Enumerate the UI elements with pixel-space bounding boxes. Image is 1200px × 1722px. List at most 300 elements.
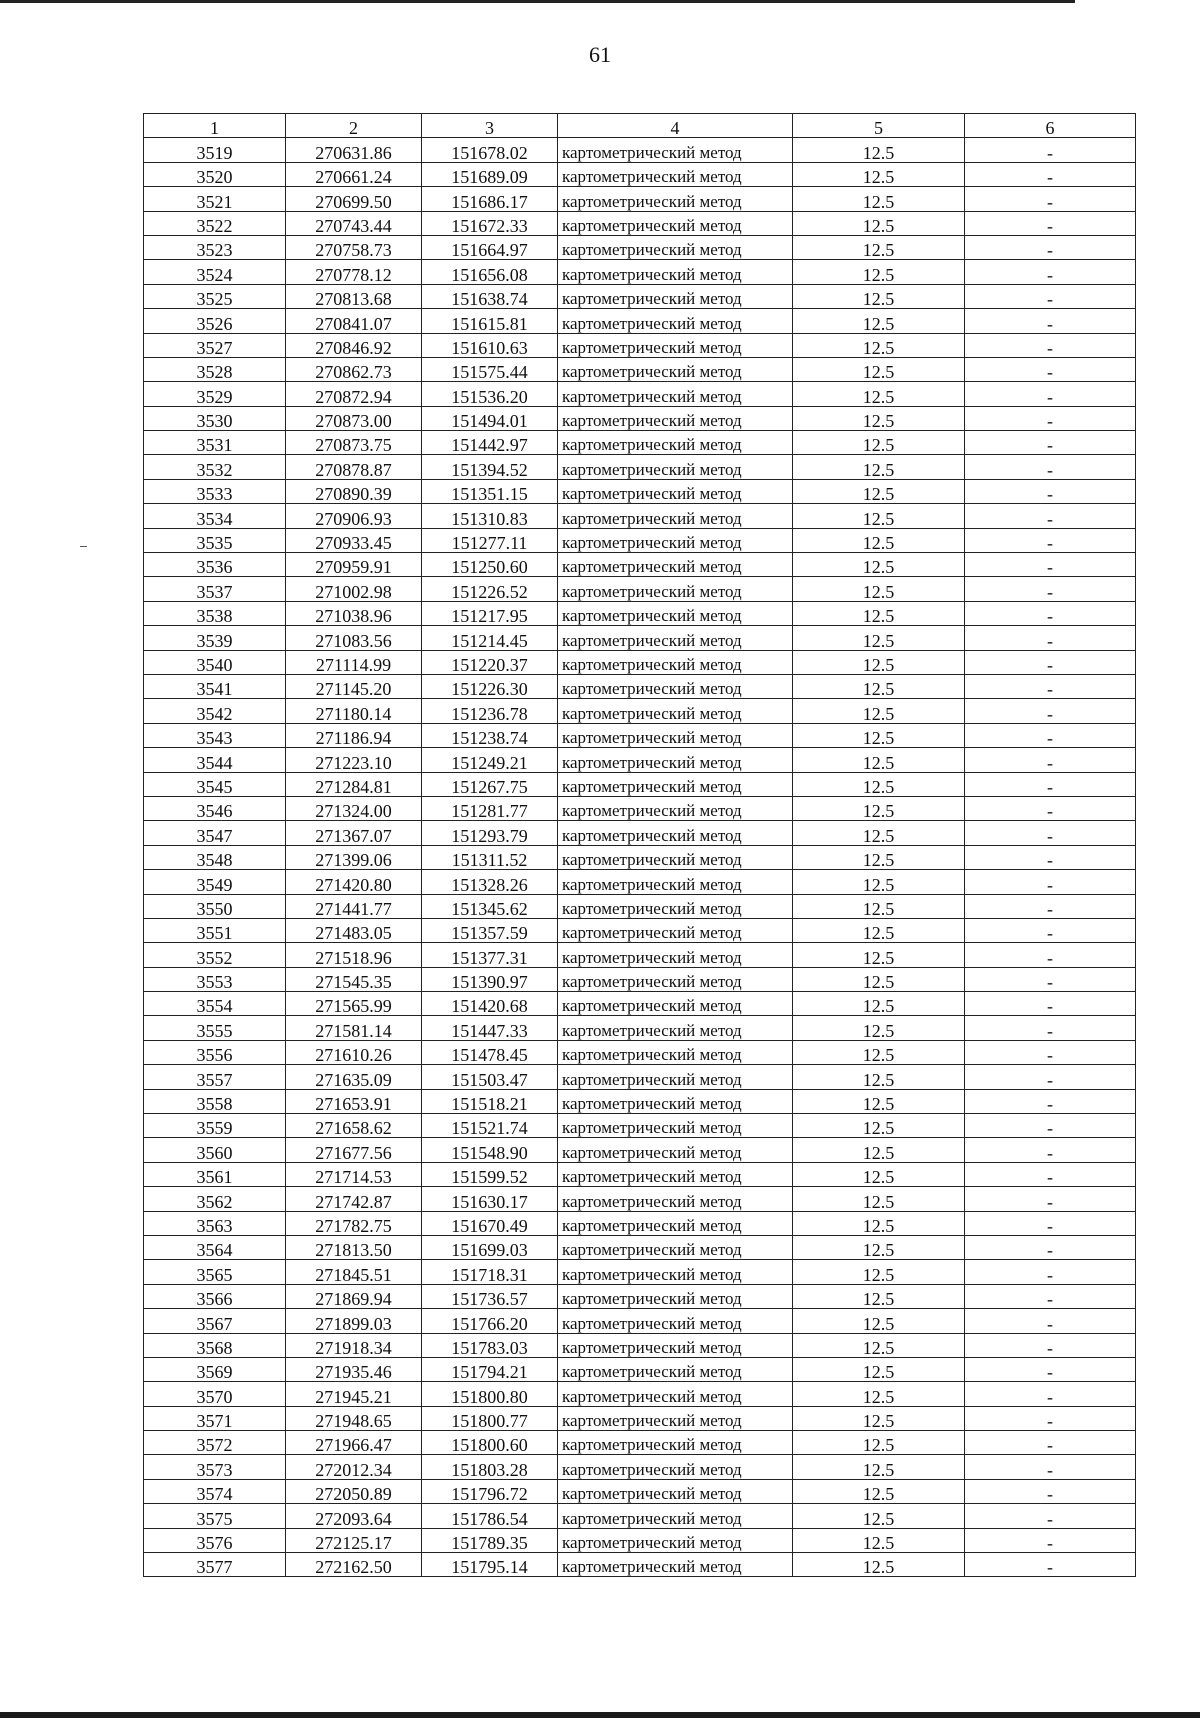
note-cell: - xyxy=(965,260,1136,284)
point-number-cell: 3562 xyxy=(144,1187,286,1211)
note-cell: - xyxy=(965,553,1136,577)
coordinates-table xyxy=(143,113,1136,1577)
table-row xyxy=(144,1479,1136,1503)
x-coordinate-cell: 272012.34 xyxy=(286,1455,422,1479)
x-coordinate-cell: 271742.87 xyxy=(286,1187,422,1211)
table-row xyxy=(144,772,1136,796)
accuracy-cell: 12.5 xyxy=(793,1235,965,1259)
x-coordinate-cell: 271145.20 xyxy=(286,674,422,698)
note-cell: - xyxy=(965,455,1136,479)
accuracy-cell: 12.5 xyxy=(793,1114,965,1138)
y-coordinate-cell: 151766.20 xyxy=(422,1309,558,1333)
x-coordinate-cell: 270959.91 xyxy=(286,553,422,577)
y-coordinate-cell: 151238.74 xyxy=(422,723,558,747)
x-coordinate-cell: 271918.34 xyxy=(286,1333,422,1357)
x-coordinate-cell: 270699.50 xyxy=(286,187,422,211)
accuracy-cell: 12.5 xyxy=(793,1309,965,1333)
y-coordinate-cell: 151311.52 xyxy=(422,845,558,869)
note-cell: - xyxy=(965,1431,1136,1455)
y-coordinate-cell: 151293.79 xyxy=(422,821,558,845)
table-row xyxy=(144,577,1136,601)
method-cell: картометрический метод xyxy=(558,1309,793,1333)
method-cell: картометрический метод xyxy=(558,1040,793,1064)
method-cell: картометрический метод xyxy=(558,553,793,577)
point-number-cell: 3526 xyxy=(144,309,286,333)
note-cell: - xyxy=(965,1284,1136,1308)
note-cell: - xyxy=(965,1065,1136,1089)
method-cell: картометрический метод xyxy=(558,1162,793,1186)
note-cell: - xyxy=(965,894,1136,918)
y-coordinate-cell: 151638.74 xyxy=(422,284,558,308)
x-coordinate-cell: 270873.00 xyxy=(286,406,422,430)
accuracy-cell: 12.5 xyxy=(793,479,965,503)
accuracy-cell: 12.5 xyxy=(793,138,965,162)
y-coordinate-cell: 151796.72 xyxy=(422,1479,558,1503)
note-cell: - xyxy=(965,943,1136,967)
x-coordinate-cell: 271367.07 xyxy=(286,821,422,845)
point-number-cell: 3565 xyxy=(144,1260,286,1284)
method-cell: картометрический метод xyxy=(558,577,793,601)
point-number-cell: 3569 xyxy=(144,1357,286,1381)
note-cell: - xyxy=(965,431,1136,455)
method-cell: картометрический метод xyxy=(558,796,793,820)
y-coordinate-cell: 151656.08 xyxy=(422,260,558,284)
point-number-cell: 3567 xyxy=(144,1309,286,1333)
note-cell: - xyxy=(965,723,1136,747)
accuracy-cell: 12.5 xyxy=(793,1016,965,1040)
note-cell: - xyxy=(965,1016,1136,1040)
x-coordinate-cell: 270878.87 xyxy=(286,455,422,479)
point-number-cell: 3557 xyxy=(144,1065,286,1089)
accuracy-cell: 12.5 xyxy=(793,1382,965,1406)
y-coordinate-cell: 151800.80 xyxy=(422,1382,558,1406)
accuracy-cell: 12.5 xyxy=(793,1357,965,1381)
column-header: 2 xyxy=(286,114,422,138)
point-number-cell: 3546 xyxy=(144,796,286,820)
method-cell: картометрический метод xyxy=(558,943,793,967)
y-coordinate-cell: 151800.77 xyxy=(422,1406,558,1430)
y-coordinate-cell: 151672.33 xyxy=(422,211,558,235)
point-number-cell: 3543 xyxy=(144,723,286,747)
point-number-cell: 3550 xyxy=(144,894,286,918)
method-cell: картометрический метод xyxy=(558,1284,793,1308)
point-number-cell: 3571 xyxy=(144,1406,286,1430)
point-number-cell: 3575 xyxy=(144,1504,286,1528)
note-cell: - xyxy=(965,1211,1136,1235)
x-coordinate-cell: 271324.00 xyxy=(286,796,422,820)
note-cell: - xyxy=(965,1479,1136,1503)
point-number-cell: 3559 xyxy=(144,1114,286,1138)
column-header: 5 xyxy=(793,114,965,138)
method-cell: картометрический метод xyxy=(558,723,793,747)
table-row xyxy=(144,1553,1136,1577)
accuracy-cell: 12.5 xyxy=(793,309,965,333)
point-number-cell: 3524 xyxy=(144,260,286,284)
note-cell: - xyxy=(965,504,1136,528)
table-row xyxy=(144,1235,1136,1259)
note-cell: - xyxy=(965,1333,1136,1357)
accuracy-cell: 12.5 xyxy=(793,626,965,650)
table-row xyxy=(144,1187,1136,1211)
method-cell: картометрический метод xyxy=(558,406,793,430)
table-row xyxy=(144,674,1136,698)
accuracy-cell: 12.5 xyxy=(793,1065,965,1089)
point-number-cell: 3528 xyxy=(144,357,286,381)
margin-mark xyxy=(80,546,87,547)
accuracy-cell: 12.5 xyxy=(793,1431,965,1455)
method-cell: картометрический метод xyxy=(558,1235,793,1259)
note-cell: - xyxy=(965,1162,1136,1186)
y-coordinate-cell: 151226.52 xyxy=(422,577,558,601)
accuracy-cell: 12.5 xyxy=(793,1260,965,1284)
y-coordinate-cell: 151795.14 xyxy=(422,1553,558,1577)
y-coordinate-cell: 151442.97 xyxy=(422,431,558,455)
accuracy-cell: 12.5 xyxy=(793,601,965,625)
x-coordinate-cell: 271635.09 xyxy=(286,1065,422,1089)
accuracy-cell: 12.5 xyxy=(793,674,965,698)
table-row xyxy=(144,528,1136,552)
point-number-cell: 3554 xyxy=(144,992,286,1016)
method-cell: картометрический метод xyxy=(558,479,793,503)
accuracy-cell: 12.5 xyxy=(793,187,965,211)
point-number-cell: 3564 xyxy=(144,1235,286,1259)
point-number-cell: 3532 xyxy=(144,455,286,479)
y-coordinate-cell: 151786.54 xyxy=(422,1504,558,1528)
table-row xyxy=(144,1065,1136,1089)
accuracy-cell: 12.5 xyxy=(793,1211,965,1235)
x-coordinate-cell: 271223.10 xyxy=(286,748,422,772)
table-row xyxy=(144,870,1136,894)
x-coordinate-cell: 271966.47 xyxy=(286,1431,422,1455)
table-row xyxy=(144,260,1136,284)
table-row xyxy=(144,1114,1136,1138)
method-cell: картометрический метод xyxy=(558,626,793,650)
point-number-cell: 3541 xyxy=(144,674,286,698)
x-coordinate-cell: 271284.81 xyxy=(286,772,422,796)
y-coordinate-cell: 151351.15 xyxy=(422,479,558,503)
note-cell: - xyxy=(965,1114,1136,1138)
accuracy-cell: 12.5 xyxy=(793,845,965,869)
table-row xyxy=(144,431,1136,455)
accuracy-cell: 12.5 xyxy=(793,821,965,845)
note-cell: - xyxy=(965,382,1136,406)
point-number-cell: 3566 xyxy=(144,1284,286,1308)
x-coordinate-cell: 270813.68 xyxy=(286,284,422,308)
method-cell: картометрический метод xyxy=(558,162,793,186)
y-coordinate-cell: 151518.21 xyxy=(422,1089,558,1113)
method-cell: картометрический метод xyxy=(558,309,793,333)
table-row xyxy=(144,479,1136,503)
y-coordinate-cell: 151249.21 xyxy=(422,748,558,772)
note-cell: - xyxy=(965,1553,1136,1577)
bottom-border-line xyxy=(0,1712,1200,1718)
y-coordinate-cell: 151250.60 xyxy=(422,553,558,577)
x-coordinate-cell: 270841.07 xyxy=(286,309,422,333)
column-header: 3 xyxy=(422,114,558,138)
column-header: 1 xyxy=(144,114,286,138)
point-number-cell: 3570 xyxy=(144,1382,286,1406)
y-coordinate-cell: 151328.26 xyxy=(422,870,558,894)
x-coordinate-cell: 271565.99 xyxy=(286,992,422,1016)
y-coordinate-cell: 151630.17 xyxy=(422,1187,558,1211)
note-cell: - xyxy=(965,1235,1136,1259)
x-coordinate-cell: 271083.56 xyxy=(286,626,422,650)
table-row xyxy=(144,796,1136,820)
accuracy-cell: 12.5 xyxy=(793,650,965,674)
table-row xyxy=(144,553,1136,577)
point-number-cell: 3547 xyxy=(144,821,286,845)
note-cell: - xyxy=(965,1309,1136,1333)
table-row xyxy=(144,1333,1136,1357)
point-number-cell: 3545 xyxy=(144,772,286,796)
method-cell: картометрический метод xyxy=(558,772,793,796)
x-coordinate-cell: 272093.64 xyxy=(286,1504,422,1528)
x-coordinate-cell: 271186.94 xyxy=(286,723,422,747)
x-coordinate-cell: 270631.86 xyxy=(286,138,422,162)
method-cell: картометрический метод xyxy=(558,1065,793,1089)
accuracy-cell: 12.5 xyxy=(793,431,965,455)
table-row xyxy=(144,967,1136,991)
note-cell: - xyxy=(965,1138,1136,1162)
accuracy-cell: 12.5 xyxy=(793,1406,965,1430)
y-coordinate-cell: 151689.09 xyxy=(422,162,558,186)
x-coordinate-cell: 271581.14 xyxy=(286,1016,422,1040)
method-cell: картометрический метод xyxy=(558,601,793,625)
accuracy-cell: 12.5 xyxy=(793,1333,965,1357)
point-number-cell: 3523 xyxy=(144,235,286,259)
note-cell: - xyxy=(965,1357,1136,1381)
y-coordinate-cell: 151664.97 xyxy=(422,235,558,259)
accuracy-cell: 12.5 xyxy=(793,357,965,381)
method-cell: картометрический метод xyxy=(558,918,793,942)
note-cell: - xyxy=(965,577,1136,601)
x-coordinate-cell: 270661.24 xyxy=(286,162,422,186)
note-cell: - xyxy=(965,309,1136,333)
note-cell: - xyxy=(965,870,1136,894)
y-coordinate-cell: 151536.20 xyxy=(422,382,558,406)
note-cell: - xyxy=(965,528,1136,552)
x-coordinate-cell: 271948.65 xyxy=(286,1406,422,1430)
note-cell: - xyxy=(965,1504,1136,1528)
y-coordinate-cell: 151678.02 xyxy=(422,138,558,162)
point-number-cell: 3531 xyxy=(144,431,286,455)
point-number-cell: 3535 xyxy=(144,528,286,552)
note-cell: - xyxy=(965,235,1136,259)
x-coordinate-cell: 271002.98 xyxy=(286,577,422,601)
x-coordinate-cell: 271441.77 xyxy=(286,894,422,918)
x-coordinate-cell: 271610.26 xyxy=(286,1040,422,1064)
note-cell: - xyxy=(965,650,1136,674)
point-number-cell: 3577 xyxy=(144,1553,286,1577)
note-cell: - xyxy=(965,284,1136,308)
method-cell: картометрический метод xyxy=(558,674,793,698)
note-cell: - xyxy=(965,992,1136,1016)
x-coordinate-cell: 271658.62 xyxy=(286,1114,422,1138)
note-cell: - xyxy=(965,211,1136,235)
y-coordinate-cell: 151670.49 xyxy=(422,1211,558,1235)
x-coordinate-cell: 271399.06 xyxy=(286,845,422,869)
y-coordinate-cell: 151390.97 xyxy=(422,967,558,991)
method-cell: картометрический метод xyxy=(558,845,793,869)
point-number-cell: 3556 xyxy=(144,1040,286,1064)
method-cell: картометрический метод xyxy=(558,357,793,381)
point-number-cell: 3542 xyxy=(144,699,286,723)
table-row xyxy=(144,1406,1136,1430)
y-coordinate-cell: 151794.21 xyxy=(422,1357,558,1381)
note-cell: - xyxy=(965,1260,1136,1284)
method-cell: картометрический метод xyxy=(558,1382,793,1406)
y-coordinate-cell: 151420.68 xyxy=(422,992,558,1016)
point-number-cell: 3572 xyxy=(144,1431,286,1455)
x-coordinate-cell: 271714.53 xyxy=(286,1162,422,1186)
accuracy-cell: 12.5 xyxy=(793,504,965,528)
x-coordinate-cell: 271653.91 xyxy=(286,1089,422,1113)
x-coordinate-cell: 271869.94 xyxy=(286,1284,422,1308)
method-cell: картометрический метод xyxy=(558,1333,793,1357)
table-row xyxy=(144,357,1136,381)
y-coordinate-cell: 151575.44 xyxy=(422,357,558,381)
table-row xyxy=(144,601,1136,625)
accuracy-cell: 12.5 xyxy=(793,553,965,577)
y-coordinate-cell: 151345.62 xyxy=(422,894,558,918)
table-row xyxy=(144,1089,1136,1113)
y-coordinate-cell: 151803.28 xyxy=(422,1455,558,1479)
note-cell: - xyxy=(965,1406,1136,1430)
note-cell: - xyxy=(965,967,1136,991)
x-coordinate-cell: 270862.73 xyxy=(286,357,422,381)
method-cell: картометрический метод xyxy=(558,1114,793,1138)
table-header-row xyxy=(144,114,1136,138)
accuracy-cell: 12.5 xyxy=(793,1528,965,1552)
note-cell: - xyxy=(965,1528,1136,1552)
point-number-cell: 3573 xyxy=(144,1455,286,1479)
page-number: 61 xyxy=(589,42,611,67)
x-coordinate-cell: 271782.75 xyxy=(286,1211,422,1235)
point-number-cell: 3555 xyxy=(144,1016,286,1040)
x-coordinate-cell: 270778.12 xyxy=(286,260,422,284)
y-coordinate-cell: 151599.52 xyxy=(422,1162,558,1186)
y-coordinate-cell: 151214.45 xyxy=(422,626,558,650)
x-coordinate-cell: 271114.99 xyxy=(286,650,422,674)
y-coordinate-cell: 151800.60 xyxy=(422,1431,558,1455)
method-cell: картометрический метод xyxy=(558,455,793,479)
point-number-cell: 3519 xyxy=(144,138,286,162)
x-coordinate-cell: 272050.89 xyxy=(286,1479,422,1503)
column-header: 6 xyxy=(965,114,1136,138)
x-coordinate-cell: 271935.46 xyxy=(286,1357,422,1381)
accuracy-cell: 12.5 xyxy=(793,870,965,894)
table-row xyxy=(144,309,1136,333)
table-row xyxy=(144,1382,1136,1406)
table-row xyxy=(144,1162,1136,1186)
table-row xyxy=(144,187,1136,211)
y-coordinate-cell: 151226.30 xyxy=(422,674,558,698)
x-coordinate-cell: 272162.50 xyxy=(286,1553,422,1577)
method-cell: картометрический метод xyxy=(558,284,793,308)
note-cell: - xyxy=(965,138,1136,162)
point-number-cell: 3525 xyxy=(144,284,286,308)
point-number-cell: 3521 xyxy=(144,187,286,211)
point-number-cell: 3530 xyxy=(144,406,286,430)
method-cell: картометрический метод xyxy=(558,650,793,674)
table-row xyxy=(144,138,1136,162)
y-coordinate-cell: 151377.31 xyxy=(422,943,558,967)
table-row xyxy=(144,455,1136,479)
y-coordinate-cell: 151615.81 xyxy=(422,309,558,333)
table-row xyxy=(144,1016,1136,1040)
method-cell: картометрический метод xyxy=(558,382,793,406)
note-cell: - xyxy=(965,626,1136,650)
x-coordinate-cell: 270906.93 xyxy=(286,504,422,528)
point-number-cell: 3534 xyxy=(144,504,286,528)
table-row xyxy=(144,1528,1136,1552)
x-coordinate-cell: 270846.92 xyxy=(286,333,422,357)
table-row xyxy=(144,821,1136,845)
y-coordinate-cell: 151267.75 xyxy=(422,772,558,796)
note-cell: - xyxy=(965,357,1136,381)
table-row xyxy=(144,699,1136,723)
note-cell: - xyxy=(965,1187,1136,1211)
y-coordinate-cell: 151548.90 xyxy=(422,1138,558,1162)
note-cell: - xyxy=(965,333,1136,357)
accuracy-cell: 12.5 xyxy=(793,382,965,406)
table-row xyxy=(144,382,1136,406)
note-cell: - xyxy=(965,1382,1136,1406)
accuracy-cell: 12.5 xyxy=(793,528,965,552)
point-number-cell: 3548 xyxy=(144,845,286,869)
point-number-cell: 3560 xyxy=(144,1138,286,1162)
point-number-cell: 3529 xyxy=(144,382,286,406)
accuracy-cell: 12.5 xyxy=(793,260,965,284)
table-row xyxy=(144,1040,1136,1064)
table-row xyxy=(144,1431,1136,1455)
point-number-cell: 3527 xyxy=(144,333,286,357)
accuracy-cell: 12.5 xyxy=(793,1162,965,1186)
table-row xyxy=(144,1455,1136,1479)
accuracy-cell: 12.5 xyxy=(793,1040,965,1064)
top-border-line xyxy=(0,0,1075,3)
y-coordinate-cell: 151718.31 xyxy=(422,1260,558,1284)
accuracy-cell: 12.5 xyxy=(793,772,965,796)
table-row xyxy=(144,626,1136,650)
point-number-cell: 3552 xyxy=(144,943,286,967)
point-number-cell: 3568 xyxy=(144,1333,286,1357)
method-cell: картометрический метод xyxy=(558,699,793,723)
x-coordinate-cell: 270933.45 xyxy=(286,528,422,552)
point-number-cell: 3576 xyxy=(144,1528,286,1552)
accuracy-cell: 12.5 xyxy=(793,577,965,601)
method-cell: картометрический метод xyxy=(558,1187,793,1211)
accuracy-cell: 12.5 xyxy=(793,406,965,430)
point-number-cell: 3537 xyxy=(144,577,286,601)
note-cell: - xyxy=(965,748,1136,772)
table-row xyxy=(144,406,1136,430)
point-number-cell: 3553 xyxy=(144,967,286,991)
x-coordinate-cell: 270873.75 xyxy=(286,431,422,455)
y-coordinate-cell: 151699.03 xyxy=(422,1235,558,1259)
accuracy-cell: 12.5 xyxy=(793,699,965,723)
accuracy-cell: 12.5 xyxy=(793,748,965,772)
table-row xyxy=(144,845,1136,869)
x-coordinate-cell: 271945.21 xyxy=(286,1382,422,1406)
method-cell: картометрический метод xyxy=(558,528,793,552)
y-coordinate-cell: 151503.47 xyxy=(422,1065,558,1089)
note-cell: - xyxy=(965,1040,1136,1064)
note-cell: - xyxy=(965,1455,1136,1479)
y-coordinate-cell: 151310.83 xyxy=(422,504,558,528)
method-cell: картометрический метод xyxy=(558,992,793,1016)
x-coordinate-cell: 272125.17 xyxy=(286,1528,422,1552)
